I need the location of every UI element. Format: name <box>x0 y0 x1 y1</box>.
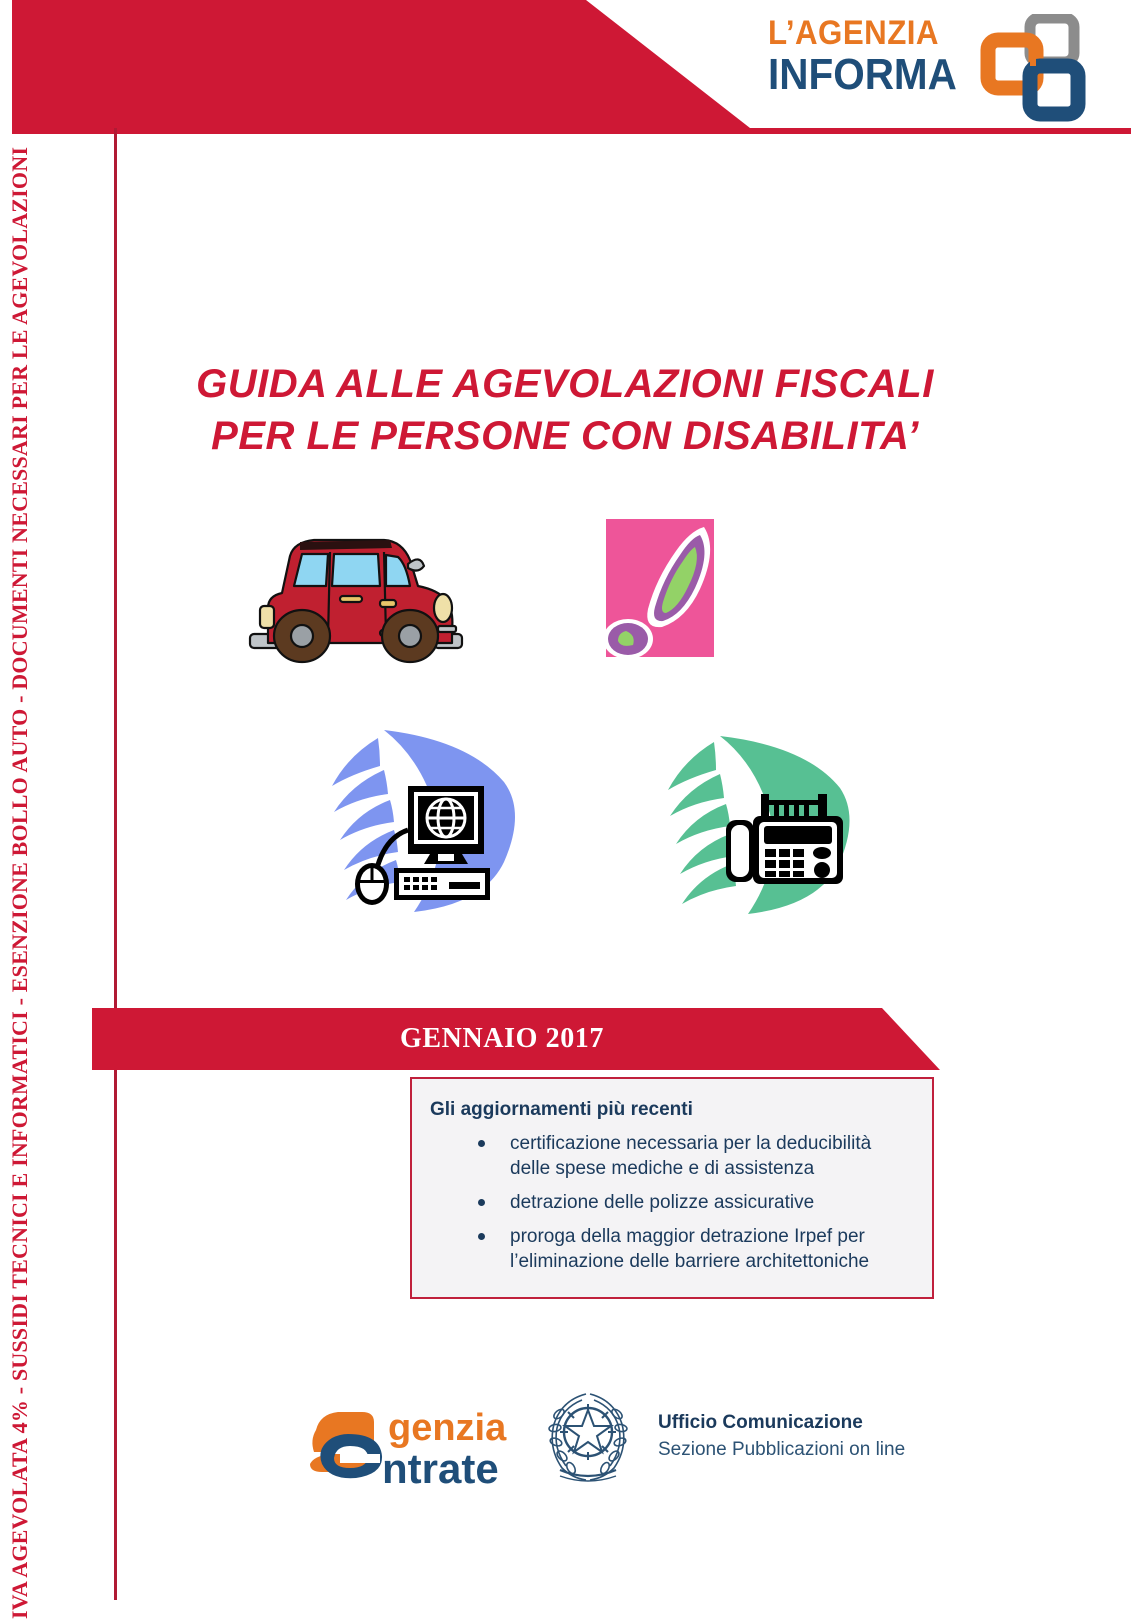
exclamation-mark-illustration <box>600 505 720 657</box>
left-vertical-rule <box>114 128 117 1600</box>
list-item <box>430 1131 916 1181</box>
logo-line-informa: INFORMA <box>768 50 957 99</box>
bullet-icon <box>478 1233 485 1240</box>
computer-illustration <box>318 712 530 917</box>
agenzia-entrate-logo <box>300 1378 540 1488</box>
bullet-icon <box>478 1199 485 1206</box>
list-item <box>430 1190 916 1215</box>
bullet-icon <box>478 1140 485 1147</box>
date-banner-label: GENNAIO 2017 <box>400 1023 604 1054</box>
list-item-text: detrazione delle polizze assicurative <box>510 1192 815 1213</box>
logo-line-agenzia: L’AGENZIA <box>768 14 939 52</box>
list-item <box>430 1224 916 1274</box>
italian-republic-emblem-icon <box>540 1384 636 1484</box>
page-title-line-1: GUIDA ALLE AGEVOLAZIONI FISCALI <box>196 362 934 406</box>
footer <box>300 1378 980 1498</box>
list-item-text: proroga della maggior detrazione Irpef per l’eliminazione delle barriere architettoniche <box>510 1226 870 1272</box>
page-title <box>150 358 980 462</box>
agenzia-informa-logo <box>768 14 1088 124</box>
svg-text:ntrate: ntrate <box>382 1445 499 1488</box>
page-title-line-2: PER LE PERSONE CON DISABILITA’ <box>211 414 919 458</box>
svg-text:genzia: genzia <box>388 1407 507 1449</box>
footer-office: Ufficio Comunicazione <box>658 1412 863 1433</box>
spine-title-text: IVA AGEVOLATA 4% - SUSSIDI TECNICI E INFORMATICI - ESENZIONE BOLLO AUTO - DOCUMENTI NECESSARI PER LE AGEVOLAZIONI <box>7 146 32 1619</box>
fax-machine-illustration <box>648 712 860 917</box>
list-item-text: certificazione necessaria per la deducibilità delle spese mediche e di assistenza <box>510 1133 872 1179</box>
agenzia-informa-logo-text <box>768 14 1000 98</box>
car-illustration <box>238 508 470 666</box>
footer-section: Sezione Pubblicazioni on line <box>658 1439 906 1460</box>
date-banner <box>92 1008 940 1070</box>
recent-updates-list <box>430 1131 916 1274</box>
interlocking-squares-logo-icon <box>980 14 1088 124</box>
footer-text-block <box>658 1410 968 1463</box>
recent-updates-box <box>410 1077 934 1299</box>
recent-updates-title: Gli aggiornamenti più recenti <box>430 1099 693 1120</box>
